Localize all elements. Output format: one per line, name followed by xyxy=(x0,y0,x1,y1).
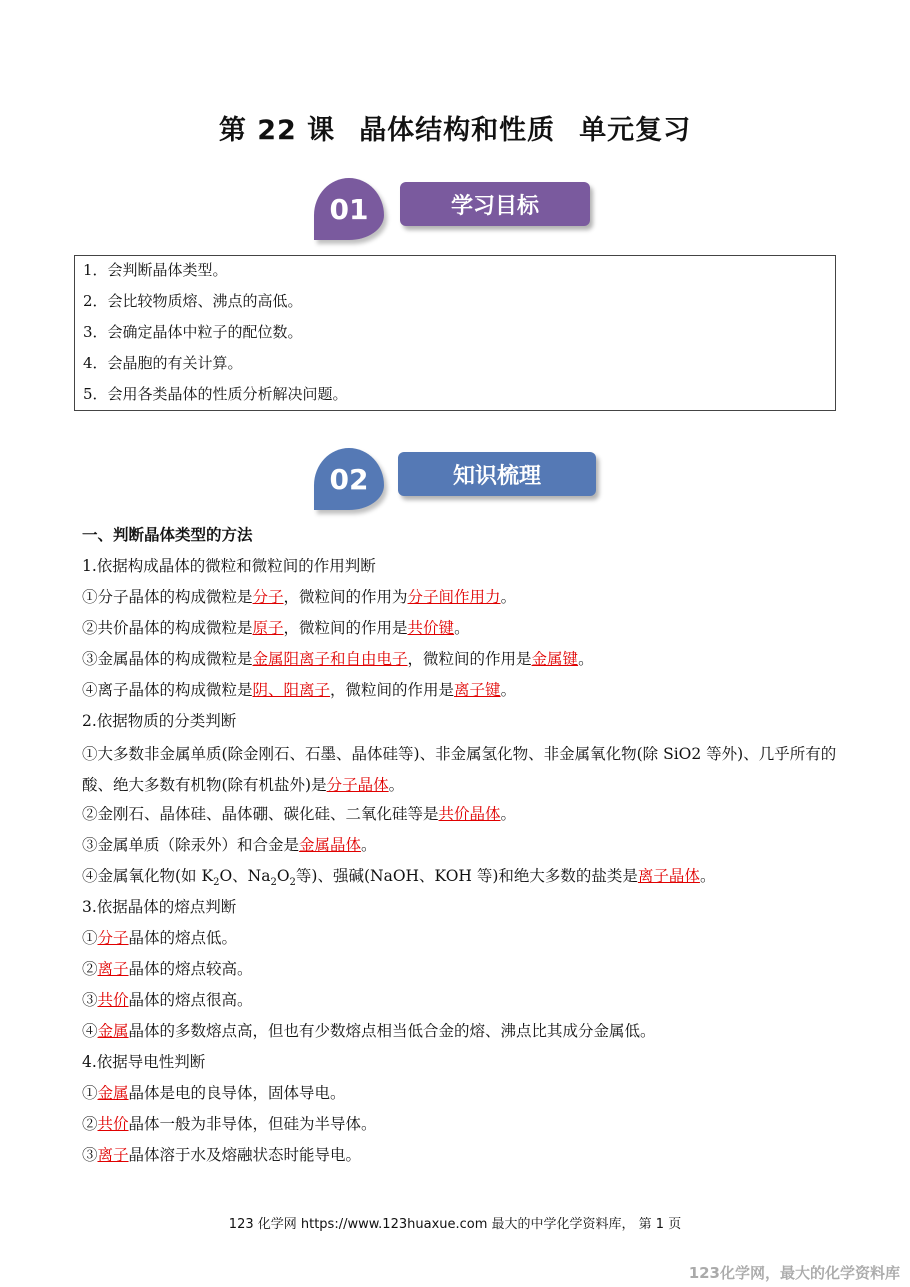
answer-blank: 分子 xyxy=(252,588,284,606)
subsection-title: 3.依据晶体的熔点判断 xyxy=(82,898,237,916)
answer-blank: 金属晶体 xyxy=(299,836,362,854)
answer-blank: 离子晶体 xyxy=(637,867,700,885)
knowledge-line: ④金属氧化物(如 $K_2O$、$Na_2O_2$等)、强碱(NaOH、KOH 等)和绝大多数的盐类是离子晶体。 xyxy=(82,867,716,889)
goal-item: 3．会确定晶体中粒子的配位数。 xyxy=(83,323,303,341)
answer-blank: 金属 xyxy=(97,1022,129,1040)
answer-blank: 分子间作用力 xyxy=(407,588,501,606)
answer-blank: 阴、阳离子 xyxy=(252,681,331,699)
answer-blank: 共价键 xyxy=(407,619,455,637)
section-label: 知识梳理 xyxy=(398,452,596,496)
section-label: 学习目标 xyxy=(400,182,590,226)
goal-item: 5．会用各类晶体的性质分析解决问题。 xyxy=(83,385,348,403)
learning-goals-box xyxy=(74,255,836,411)
goal-item: 1．会判断晶体类型。 xyxy=(83,261,228,279)
knowledge-line: ①金属晶体是电的良导体，固体导电。 xyxy=(82,1084,346,1102)
knowledge-line: ②共价晶体一般为非导体，但硅为半导体。 xyxy=(82,1115,377,1133)
page-title xyxy=(0,108,910,147)
subsection-title: 1.依据构成晶体的微粒和微粒间的作用判断 xyxy=(82,557,376,575)
knowledge-line: ①大多数非金属单质(除金刚石、石墨、晶体硅等)、非金属氢化物、非金属氧化物(除 SiO2 等外)、几乎所有的酸、绝大多数有机物(除有机盐外)是分子晶体。 xyxy=(82,745,837,794)
answer-blank: 分子晶体 xyxy=(326,776,389,794)
goal-item: 2．会比较物质熔、沸点的高低。 xyxy=(83,292,303,310)
answer-blank: 共价 xyxy=(97,991,129,1009)
knowledge-line: ④离子晶体的构成微粒是阴、阳离子，微粒间的作用是离子键。 xyxy=(82,681,517,699)
knowledge-line: ①分子晶体的熔点低。 xyxy=(82,929,238,947)
knowledge-content xyxy=(82,522,842,1173)
section-number: 01 xyxy=(314,178,384,240)
knowledge-line: ②共价晶体的构成微粒是原子，微粒间的作用是共价键。 xyxy=(82,619,470,637)
knowledge-line: ③离子晶体溶于水及熔融状态时能导电。 xyxy=(82,1146,362,1164)
watermark: 123化学网，最大的化学资料库 xyxy=(688,1264,900,1282)
answer-blank: 分子 xyxy=(97,929,129,947)
lesson-topic: 晶体结构和性质 xyxy=(359,115,556,146)
answer-blank: 共价晶体 xyxy=(438,805,501,823)
knowledge-line: ②离子晶体的熔点较高。 xyxy=(82,960,253,978)
lesson-type: 单元复习 xyxy=(579,115,692,146)
goal-item: 4．会晶胞的有关计算。 xyxy=(83,354,243,372)
answer-blank: 金属阳离子和自由电子 xyxy=(252,650,408,668)
page-footer: 123 化学网 https://www.123huaxue.com 最大的中学化学资料库， 第 1 页 xyxy=(228,1217,682,1232)
answer-blank: 共价 xyxy=(97,1115,129,1133)
lesson-number: 第 22 课 xyxy=(218,115,336,146)
subsection-title: 4.依据导电性判断 xyxy=(82,1053,206,1071)
answer-blank: 金属键 xyxy=(531,650,579,668)
section-heading: 一、判断晶体类型的方法 xyxy=(82,526,253,544)
knowledge-line: ①分子晶体的构成微粒是分子，微粒间的作用为分子间作用力。 xyxy=(82,588,517,606)
subsection-title: 2.依据物质的分类判断 xyxy=(82,712,237,730)
answer-blank: 离子 xyxy=(97,1146,129,1164)
section-number: 02 xyxy=(314,448,384,510)
knowledge-line: ②金刚石、晶体硅、晶体硼、碳化硅、二氧化硅等是共价晶体。 xyxy=(82,805,517,823)
knowledge-line: ③共价晶体的熔点很高。 xyxy=(82,991,253,1009)
knowledge-line: ③金属晶体的构成微粒是金属阳离子和自由电子，微粒间的作用是金属键。 xyxy=(82,650,594,668)
knowledge-line: ④金属晶体的多数熔点高，但也有少数熔点相当低合金的熔、沸点比其成分金属低。 xyxy=(82,1022,656,1040)
answer-blank: 离子 xyxy=(97,960,129,978)
knowledge-line: ③金属单质（除汞外）和合金是金属晶体。 xyxy=(82,836,377,854)
answer-blank: 金属 xyxy=(97,1084,129,1102)
answer-blank: 离子键 xyxy=(454,681,501,699)
answer-blank: 原子 xyxy=(252,619,284,637)
